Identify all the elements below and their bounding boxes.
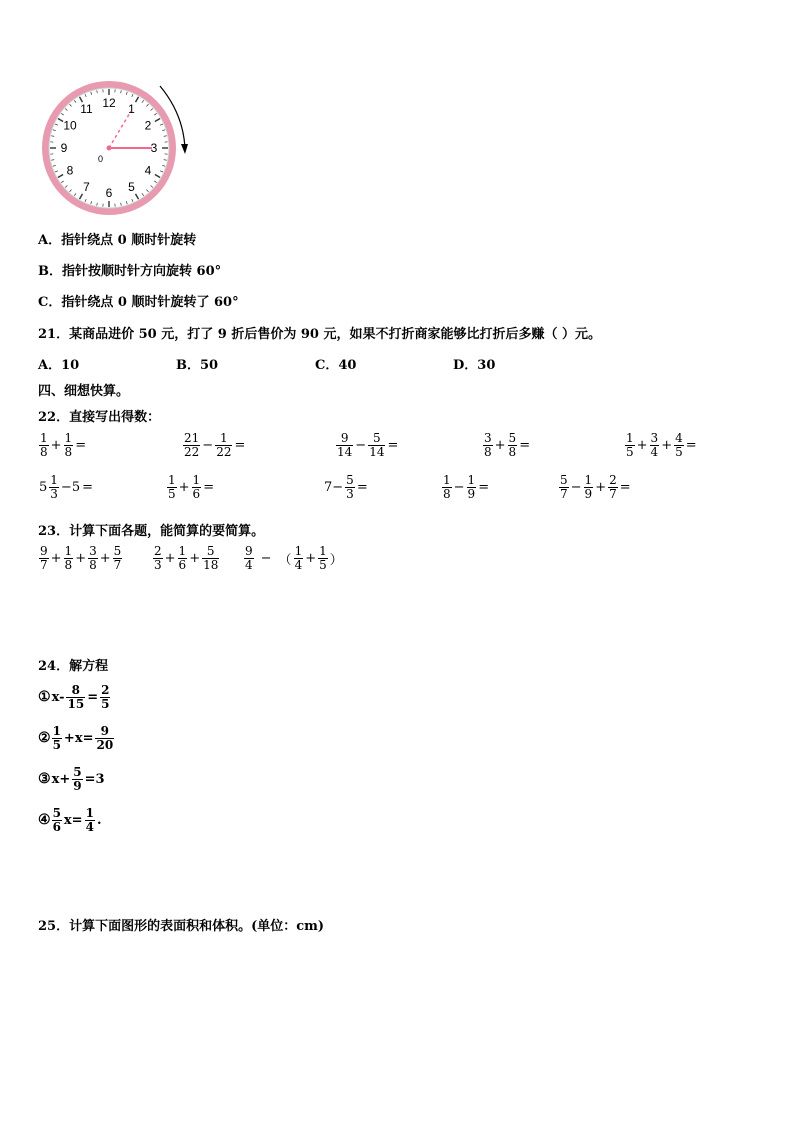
- clock-number: 12: [102, 96, 116, 110]
- q21-option-b: B．50: [176, 358, 219, 373]
- rotation-arrow-head: [181, 144, 188, 154]
- clock-number: 10: [63, 118, 77, 133]
- q24-equation-3: ③ x+ $\frac{5}{9}$ =3: [38, 765, 105, 793]
- q24-title: 24．解方程: [38, 659, 109, 674]
- q22-expr-8: 7− $\frac{5}{3}$ =: [324, 473, 368, 501]
- q22-expr-5: $\frac{1}{5}$ + $\frac{3}{4}$ + $\frac{4}{5}$ =: [626, 431, 697, 459]
- clock-figure: [36, 80, 196, 220]
- q21-option-c: C．40: [315, 358, 357, 373]
- q25-title: 25．计算下面图形的表面积和体积。(单位：cm): [38, 919, 325, 934]
- q20-option-a: A．指针绕点 0 顺时针旋转: [38, 233, 197, 248]
- q23-expr-3: $\frac{9}{4}$ − （ $\frac{1}{4}$ + $\frac{1}{5}$ ）: [245, 544, 343, 572]
- clock-number: 1: [128, 102, 135, 117]
- q22-expr-6: 5 $\frac{1}{3}$ −5 =: [39, 473, 93, 501]
- section-title: 四、细想快算。: [38, 384, 130, 399]
- q22-expr-1: $\frac{1}{8}$ + $\frac{1}{8}$ =: [40, 431, 87, 459]
- q22-title: 22．直接写出得数：: [38, 410, 161, 425]
- clock-number: 3: [150, 141, 158, 155]
- clock-number: 2: [144, 118, 152, 133]
- q21-option-d: D．30: [453, 358, 496, 373]
- clock-center: [107, 146, 112, 151]
- q22-expr-10: $\frac{5}{7}$ − $\frac{1}{9}$ + $\frac{2}{7}$ =: [560, 473, 631, 501]
- q23-title: 23．计算下面各题，能简算的要简算。: [38, 524, 265, 539]
- clock-number: 9: [60, 141, 68, 155]
- q23-expr-2: $\frac{2}{3}$ + $\frac{1}{6}$ + $\frac{5}{18}$: [154, 544, 219, 572]
- clock-number: 8: [66, 163, 74, 178]
- q22-expr-4: $\frac{3}{8}$ + $\frac{5}{8}$ =: [484, 431, 531, 459]
- q24-equation-4: ④ $\frac{5}{6}$ x= $\frac{1}{4}$ .: [38, 806, 102, 834]
- q20-option-c: C．指针绕点 0 顺时针旋转了 60°: [38, 295, 239, 310]
- q22-expr-7: $\frac{1}{5}$ + $\frac{1}{6}$ =: [168, 473, 215, 501]
- q23-expr-1: $\frac{9}{7}$ + $\frac{1}{8}$ + $\frac{3}{8}$ + $\frac{5}{7}$: [40, 544, 122, 572]
- clock-number: 4: [144, 163, 152, 178]
- q24-equation-2: ② $\frac{1}{5}$ +x= $\frac{9}{20}$: [38, 724, 114, 752]
- q22-expr-9: $\frac{1}{8}$ − $\frac{1}{9}$ =: [443, 473, 490, 501]
- q22-expr-2: $\frac{21}{22}$ − $\frac{1}{22}$ =: [184, 431, 246, 459]
- clock-center-label: 0: [98, 154, 104, 164]
- q20-option-b: B．指针按顺时针方向旋转 60°: [38, 264, 222, 279]
- clock-number: 11: [80, 102, 93, 117]
- clock-number: 5: [128, 179, 135, 194]
- q21-stem: 21．某商品进价 50 元，打了 9 折后售价为 90 元，如果不打折商家能够比打折后多赚（ ）元。: [38, 327, 601, 342]
- q22-expr-3: $\frac{9}{14}$ − $\frac{5}{14}$ =: [337, 431, 399, 459]
- q21-option-a: A．10: [38, 358, 80, 373]
- q24-equation-1: ① x- $\frac{8}{15}$ = $\frac{2}{5}$: [38, 683, 110, 711]
- clock-number: 6: [105, 186, 113, 200]
- clock-number: 7: [83, 179, 90, 194]
